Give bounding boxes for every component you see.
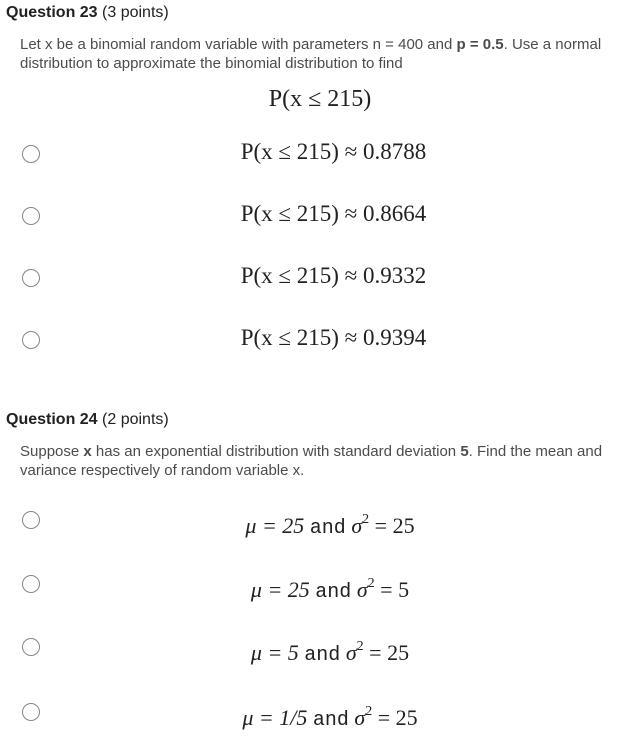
q23-option-2[interactable] [0, 201, 623, 237]
q24-text-mid: has an exponential distribution with standard deviation [91, 443, 461, 460]
q23-option-1[interactable] [0, 139, 623, 175]
q24-option-1[interactable] [0, 511, 623, 541]
q24-option-1-sigma: σ [351, 513, 363, 538]
question-24-number: Question 24 [6, 411, 98, 428]
q23-text-post: . Use a normal distribution to approximate the binomial distribution to find [20, 36, 602, 72]
q24-option-1-and: and [309, 517, 346, 540]
q24-option-1-mu: μ = 25 [245, 513, 305, 538]
q24-sd-value: 5 [460, 443, 469, 460]
q24-option-2-mu: μ = 25 [250, 577, 310, 602]
q23-p-value: p = 0.5 [456, 36, 504, 53]
question-23-target-expression: P(x ≤ 215) [268, 86, 372, 112]
q23-option-1-label: P(x ≤ 215) ≈ 0.8788 [240, 139, 427, 164]
q24-option-1-exp: 2 [362, 512, 370, 527]
q24-option-4-exp: 2 [365, 704, 373, 719]
q24-option-2-label [0, 577, 623, 604]
q24-option-2-exp: 2 [367, 576, 375, 591]
q23-option-3-label: P(x ≤ 215) ≈ 0.9332 [240, 263, 427, 288]
q24-option-4-label [0, 705, 623, 732]
q24-option-4-mu: μ = 1/5 [242, 705, 308, 730]
q24-option-1-eq: = 25 [374, 513, 415, 538]
question-23-number: Question 23 [6, 4, 98, 21]
q24-x-bold: x [83, 443, 92, 460]
q24-option-3-eq: = 25 [369, 640, 410, 665]
q24-text-post: . Find the mean and variance respectively of random variable x. [20, 443, 603, 479]
q24-option-3[interactable] [0, 638, 623, 668]
q23-option-2-label: P(x ≤ 215) ≈ 0.8664 [240, 201, 427, 226]
q24-option-3-and: and [304, 644, 341, 667]
q24-option-4[interactable] [0, 703, 623, 733]
q23-option-4-label: P(x ≤ 215) ≈ 0.9394 [240, 325, 427, 350]
q24-option-3-sigma: σ [345, 640, 357, 665]
q23-text-pre: Let x be a binomial random variable with parameters n = 400 and [20, 36, 457, 53]
q23-option-3[interactable] [0, 263, 623, 299]
q24-option-2-eq: = 5 [380, 577, 410, 602]
q23-option-4[interactable] [0, 325, 623, 361]
question-23-title [6, 4, 169, 22]
q24-text-pre: Suppose [20, 443, 84, 460]
q24-option-2-and: and [315, 581, 352, 604]
question-23-text [20, 35, 615, 73]
question-24-title [6, 411, 169, 429]
question-24-points: (2 points) [102, 411, 169, 428]
q24-option-3-label [0, 640, 623, 667]
q24-option-3-exp: 2 [356, 639, 364, 654]
q24-option-4-and: and [312, 709, 349, 732]
question-23-points: (3 points) [102, 4, 169, 21]
q24-option-4-eq: = 25 [377, 705, 418, 730]
question-24-text [20, 442, 615, 480]
q24-option-2-sigma: σ [356, 577, 368, 602]
q24-option-1-label [0, 513, 623, 540]
q24-option-2[interactable] [0, 575, 623, 605]
q24-option-3-mu: μ = 5 [250, 640, 299, 665]
q24-option-4-sigma: σ [354, 705, 366, 730]
